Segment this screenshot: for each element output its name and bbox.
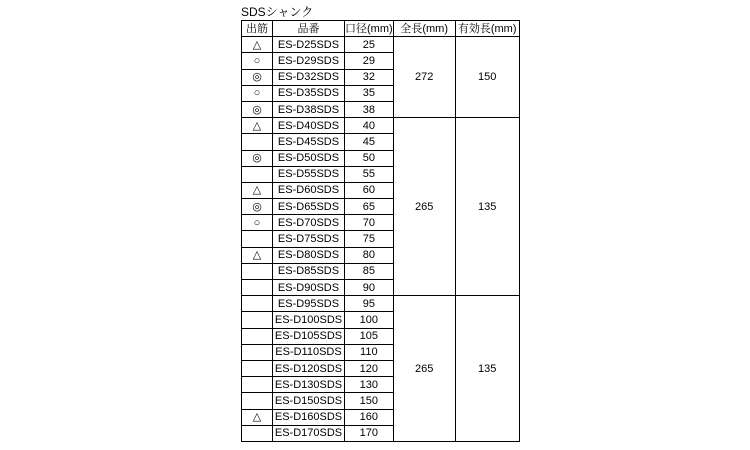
effective-length-cell: 135 bbox=[455, 296, 519, 442]
spec-table-container bbox=[241, 5, 520, 442]
diameter-cell: 29 bbox=[345, 53, 394, 69]
part-number-cell: ES-D70SDS bbox=[273, 215, 345, 231]
part-number-cell: ES-D38SDS bbox=[273, 101, 345, 117]
part-number-cell: ES-D95SDS bbox=[273, 296, 345, 312]
table-row bbox=[242, 118, 520, 134]
header-diameter: 口径(mm) bbox=[345, 21, 394, 37]
diameter-cell: 35 bbox=[345, 85, 394, 101]
diameter-cell: 75 bbox=[345, 231, 394, 247]
part-number-cell: ES-D45SDS bbox=[273, 134, 345, 150]
part-number-cell: ES-D130SDS bbox=[273, 377, 345, 393]
part-number-cell: ES-D65SDS bbox=[273, 199, 345, 215]
mark-cell bbox=[242, 360, 273, 376]
mark-cell bbox=[242, 280, 273, 296]
total-length-cell: 265 bbox=[393, 118, 455, 296]
part-number-cell: ES-D80SDS bbox=[273, 247, 345, 263]
mark-cell bbox=[242, 393, 273, 409]
diameter-cell: 105 bbox=[345, 328, 394, 344]
diameter-cell: 100 bbox=[345, 312, 394, 328]
part-number-cell: ES-D32SDS bbox=[273, 69, 345, 85]
mark-cell bbox=[242, 296, 273, 312]
table-row bbox=[242, 37, 520, 53]
mark-cell: ◎ bbox=[242, 69, 273, 85]
diameter-cell: 85 bbox=[345, 263, 394, 279]
mark-cell bbox=[242, 377, 273, 393]
mark-cell: △ bbox=[242, 118, 273, 134]
mark-cell bbox=[242, 344, 273, 360]
mark-cell bbox=[242, 231, 273, 247]
diameter-cell: 150 bbox=[345, 393, 394, 409]
diameter-cell: 45 bbox=[345, 134, 394, 150]
diameter-cell: 50 bbox=[345, 150, 394, 166]
diameter-cell: 25 bbox=[345, 37, 394, 53]
table-title: SDSシャンク bbox=[241, 5, 314, 19]
diameter-cell: 38 bbox=[345, 101, 394, 117]
header-mark: 出筋 bbox=[242, 21, 273, 37]
mark-cell: ○ bbox=[242, 215, 273, 231]
diameter-cell: 110 bbox=[345, 344, 394, 360]
mark-cell: △ bbox=[242, 37, 273, 53]
diameter-cell: 70 bbox=[345, 215, 394, 231]
mark-cell bbox=[242, 312, 273, 328]
part-number-cell: ES-D100SDS bbox=[273, 312, 345, 328]
mark-cell bbox=[242, 263, 273, 279]
part-number-cell: ES-D55SDS bbox=[273, 166, 345, 182]
diameter-cell: 55 bbox=[345, 166, 394, 182]
mark-cell: ○ bbox=[242, 85, 273, 101]
mark-cell: ○ bbox=[242, 53, 273, 69]
header-effective-length: 有効長(mm) bbox=[455, 21, 519, 37]
diameter-cell: 32 bbox=[345, 69, 394, 85]
table-body bbox=[242, 37, 520, 442]
diameter-cell: 40 bbox=[345, 118, 394, 134]
part-number-cell: ES-D40SDS bbox=[273, 118, 345, 134]
diameter-cell: 90 bbox=[345, 280, 394, 296]
total-length-cell: 272 bbox=[393, 37, 455, 118]
header-part: 品番 bbox=[273, 21, 345, 37]
part-number-cell: ES-D85SDS bbox=[273, 263, 345, 279]
diameter-cell: 120 bbox=[345, 360, 394, 376]
part-number-cell: ES-D170SDS bbox=[273, 425, 345, 441]
part-number-cell: ES-D75SDS bbox=[273, 231, 345, 247]
diameter-cell: 160 bbox=[345, 409, 394, 425]
effective-length-cell: 135 bbox=[455, 118, 519, 296]
mark-cell bbox=[242, 166, 273, 182]
table-row bbox=[242, 296, 520, 312]
part-number-cell: ES-D25SDS bbox=[273, 37, 345, 53]
part-number-cell: ES-D160SDS bbox=[273, 409, 345, 425]
mark-cell: △ bbox=[242, 409, 273, 425]
part-number-cell: ES-D110SDS bbox=[273, 344, 345, 360]
mark-cell: ◎ bbox=[242, 199, 273, 215]
effective-length-cell: 150 bbox=[455, 37, 519, 118]
part-number-cell: ES-D29SDS bbox=[273, 53, 345, 69]
mark-cell bbox=[242, 328, 273, 344]
diameter-cell: 95 bbox=[345, 296, 394, 312]
total-length-cell: 265 bbox=[393, 296, 455, 442]
header-total-length: 全長(mm) bbox=[393, 21, 455, 37]
part-number-cell: ES-D50SDS bbox=[273, 150, 345, 166]
diameter-cell: 170 bbox=[345, 425, 394, 441]
mark-cell bbox=[242, 134, 273, 150]
diameter-cell: 60 bbox=[345, 182, 394, 198]
diameter-cell: 80 bbox=[345, 247, 394, 263]
part-number-cell: ES-D90SDS bbox=[273, 280, 345, 296]
header-row bbox=[242, 21, 520, 37]
part-number-cell: ES-D105SDS bbox=[273, 328, 345, 344]
part-number-cell: ES-D60SDS bbox=[273, 182, 345, 198]
diameter-cell: 130 bbox=[345, 377, 394, 393]
part-number-cell: ES-D150SDS bbox=[273, 393, 345, 409]
mark-cell: △ bbox=[242, 182, 273, 198]
diameter-cell: 65 bbox=[345, 199, 394, 215]
mark-cell: ◎ bbox=[242, 150, 273, 166]
mark-cell: △ bbox=[242, 247, 273, 263]
part-number-cell: ES-D120SDS bbox=[273, 360, 345, 376]
mark-cell bbox=[242, 425, 273, 441]
spec-table bbox=[241, 20, 520, 442]
part-number-cell: ES-D35SDS bbox=[273, 85, 345, 101]
mark-cell: ◎ bbox=[242, 101, 273, 117]
